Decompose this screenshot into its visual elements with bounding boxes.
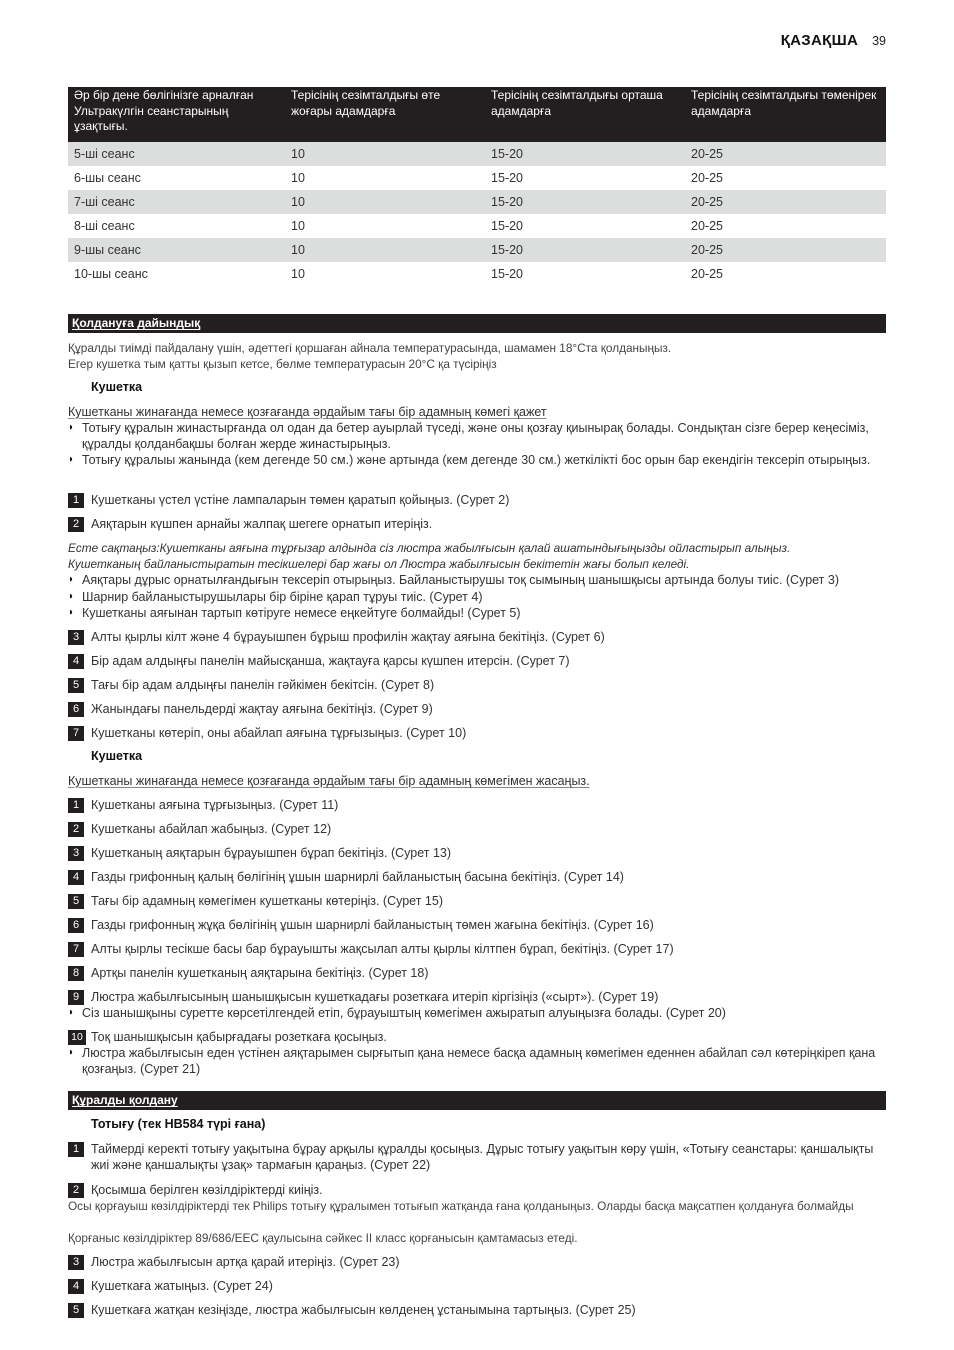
- step-number: 1: [68, 493, 84, 508]
- step-number: 5: [68, 678, 84, 693]
- step-text: Артқы панелін кушетканың аяқтарына бекітіңіз. (Сурет 18): [91, 966, 429, 980]
- step-number: 2: [68, 822, 84, 837]
- assist-note-text: Кушетканы жинағанда немесе қозғағанда әрдайым тағы бір адамның көмегі қажет: [68, 405, 547, 419]
- step-number: 3: [68, 1255, 84, 1270]
- table-cell: 8-ші сеанс: [74, 219, 135, 233]
- table-cell: 20-25: [685, 238, 886, 262]
- step-text: Кушетканы үстел үстіне лампаларын төмен қаратып қойыңыз. (Сурет 2): [91, 493, 510, 507]
- table-cell: 10: [291, 219, 305, 233]
- bullet-icon: ◗: [68, 1047, 75, 1058]
- step-item: [68, 989, 898, 1005]
- step-item: [68, 725, 898, 741]
- subsection-title: Тотығу (тек HB584 түрі ғана): [91, 1117, 266, 1131]
- bullet-text: Аяқтары дұрыс орнатылғандығын тексеріп отырыңыз. Байланыстырушы тоқ сымының шанышқысы артында болуы тиіс. (Сурет 3): [82, 573, 839, 587]
- bullet-item: [68, 605, 898, 621]
- step-item: [68, 653, 898, 669]
- table-cell: 20-25: [685, 190, 886, 214]
- table-cell: 7-ші сеанс: [68, 190, 285, 214]
- step-item: [68, 677, 898, 693]
- table-row: [68, 142, 886, 166]
- step-item: [68, 516, 898, 532]
- step-number: 1: [68, 798, 84, 813]
- page-number: 39: [872, 34, 886, 48]
- table-cell: 15-20: [485, 190, 685, 214]
- step-item: [68, 1254, 898, 1270]
- table-cell: 20-25: [691, 171, 723, 185]
- table-row: [68, 214, 886, 238]
- uv-session-table: [68, 87, 886, 286]
- language-label: ҚАЗАҚША: [780, 32, 859, 49]
- bullet-item: [68, 420, 898, 452]
- bullet-text: Люстра жабылғысын еден үстінен аяқтарымен сырғытып қана немесе басқа адамның көмегімен еденнен абайлап сәл көтеріңкіреп қана қозғаңыз. (Сурет 21): [82, 1046, 876, 1076]
- table-row: [68, 238, 886, 262]
- step-item: [68, 845, 898, 861]
- step-text: Газды грифонның жұқа бөлігінің ұшын шарнирлі байланыстың төмен жағына бекітіңіз. (Сурет 16): [91, 918, 654, 932]
- table-row: [68, 190, 886, 214]
- step-number: 1: [68, 1142, 84, 1157]
- bullet-icon: ◗: [68, 591, 75, 602]
- table-cell: 10: [285, 190, 485, 214]
- table-cell: 9-шы сеанс: [68, 238, 285, 262]
- step-number: 4: [68, 654, 84, 669]
- step-text: Кушетканы көтеріп, оны абайлап аяғына тұрғызыңыз. (Сурет 10): [91, 726, 467, 740]
- bullet-item: [68, 589, 898, 605]
- step-text: Қосымша берілген көзілдіріктерді киіңіз.: [91, 1183, 323, 1197]
- table-header-cell: Терісінің сезімталдығы өте жоғары адамдарға: [285, 87, 485, 142]
- step-text: Аяқтарын күшпен арнайы жалпақ шегеге орнатып итеріңіз.: [91, 517, 433, 531]
- step-item: [68, 1302, 898, 1318]
- bullet-item: [68, 572, 898, 588]
- assist-note-text: Кушетканы жинағанда немесе қозғағанда әрдайым тағы бір адамның көмегімен жасаңыз.: [68, 774, 590, 788]
- bullet-icon: ◗: [68, 422, 75, 433]
- bullet-text: Шарнир байланыстырушылары бір біріне қарап тұруы тиіс. (Сурет 4): [82, 590, 483, 604]
- step-text: Газды грифонның қалың бөлігінің ұшын шарнирлі байланыстың басына бекітіңіз. (Сурет 14): [91, 870, 624, 884]
- step-item: [68, 1141, 898, 1173]
- step-text: Алты қырлы кілт және 4 бұрауышпен бұрыш профилін жақтау аяғына бекітіңіз. (Сурет 6): [91, 630, 605, 644]
- table-cell: 10: [291, 267, 305, 281]
- remember-note: Кушетканың байланыстыратын тесікшелері бар жағы ол Люстра жабылғысын бекітетін жағы болып келеді.: [68, 557, 690, 571]
- step-item: [68, 1182, 898, 1198]
- goggles-note: Осы қорғауыш көзілдіріктерді тек Philips тотығу құралымен тотығып жатқанда ғана қолданыңыз. Оларды басқа мақсатпен қолдануға болмайды: [68, 1199, 854, 1213]
- step-item: [68, 629, 898, 645]
- table-cell: 15-20: [491, 219, 523, 233]
- step-item: [68, 941, 898, 957]
- goggles-note: Қорғаныс көзілдіріктер 89/686/EEC қаулысына сәйкес II класс қорғанысын қамтамасыз етеді.: [68, 1231, 578, 1245]
- step-number: 7: [68, 942, 84, 957]
- step-number: 4: [68, 870, 84, 885]
- section-title: Қолдануға дайындық: [72, 316, 201, 330]
- step-text: Кушеткаға жатқан кезіңізде, люстра жабылғысын көлденең ұстанымына тартыңыз. (Сурет 25): [91, 1303, 636, 1317]
- step-text: Бір адам алдыңғы панелін майысқанша, жақтауға қарсы күшпен итерсін. (Сурет 7): [91, 654, 570, 668]
- table-cell: 10-шы сеанс: [74, 267, 148, 281]
- step-item: [68, 917, 898, 933]
- table-header-cell: Әр бір дене бөлігінізге арналған Ультракүлгін сеанстарының ұзақтығы.: [68, 87, 285, 142]
- intro-line: Егер кушетка тым қатты қызып кетсе, бөлме температурасын 20°C қа түсіріңіз: [68, 357, 497, 371]
- step-item: [68, 893, 898, 909]
- table-cell: 15-20: [491, 171, 523, 185]
- step-text: Таймерді керекті тотығу уақытына бұрау арқылы құралды қосыңыз. Дұрыс тотығу уақытын көру үшін, «Тотығу сеанстары: қаншалықты жиі және қаншалықты ұзақ» тармағын қараңыз. (Сурет 22): [91, 1142, 874, 1172]
- step-item: [68, 965, 898, 981]
- step-number: 8: [68, 966, 84, 981]
- table-row: [68, 262, 886, 286]
- bullet-icon: ◗: [68, 1007, 75, 1018]
- table-cell: 5-ші сеанс: [68, 142, 285, 166]
- step-item: [68, 869, 898, 885]
- step-text: Алты қырлы тесікше басы бар бұрауышты жақсылап алты қырлы кілтпен бұрап, бекітіңіз. (Сурет 17): [91, 942, 674, 956]
- step-number: 5: [68, 894, 84, 909]
- table-header-cell: Терісінің сезімталдығы төменірек адамдарға: [685, 87, 886, 142]
- table-cell: 10: [285, 142, 485, 166]
- step-number: 6: [68, 702, 84, 717]
- step-text: Кушетканы аяғына тұрғызыңыз. (Сурет 11): [91, 798, 339, 812]
- step-item: [68, 797, 898, 813]
- step-number: 10: [68, 1030, 86, 1045]
- step-item: [68, 1278, 898, 1294]
- step-text: Кушетканың аяқтарын бұрауышпен бұрап бекітіңіз. (Сурет 13): [91, 846, 452, 860]
- table-cell: 20-25: [691, 219, 723, 233]
- table-header-cell: Терісінің сезімталдығы орташа адамдарға: [485, 87, 685, 142]
- step-text: Тағы бір адам алдыңғы панелін гәйкімен бекітсін. (Сурет 8): [91, 678, 435, 692]
- assist-note: [68, 404, 547, 420]
- step-text: Жанындағы панельдерді жақтау аяғына бекітіңіз. (Сурет 9): [91, 702, 433, 716]
- subsection-title: Кушетка: [91, 749, 143, 763]
- step-number: 7: [68, 726, 84, 741]
- table-cell: 20-25: [691, 267, 723, 281]
- table-cell: 6-шы сеанс: [74, 171, 141, 185]
- step-item: [68, 701, 898, 717]
- bullet-text: Тотығу құралын жинастырғанда ол одан да бетер ауырлай түседі, және оны қозғау қиынырақ болады. Сондықтан сізге берер кеңесіміз, құралды қолданбақшы болған жерде жинастырыңыз.: [82, 421, 869, 451]
- step-number: 3: [68, 846, 84, 861]
- section-header-usage: [68, 1091, 886, 1110]
- step-number: 5: [68, 1303, 84, 1318]
- section-title: Құралды қолдану: [72, 1093, 178, 1107]
- step-number: 6: [68, 918, 84, 933]
- step-number: 9: [68, 990, 84, 1005]
- step-number: 3: [68, 630, 84, 645]
- bullet-text: Тотығу құралыы жанында (кем дегенде 50 см.) және артында (кем дегенде 30 см.) жеткілікті бос орын бар екендігін тексеріп отырыңыз.: [82, 453, 871, 467]
- table-header-row: [68, 87, 886, 142]
- step-text: Тағы бір адамның көмегімен кушетканы көтеріңіз. (Сурет 15): [91, 894, 443, 908]
- step-item: [68, 821, 898, 837]
- bullet-text: Сіз шанышқыны суретте көрсетілгендей етіп, бұрауыштың көмегімен ажыратып алуыңызға болады. (Сурет 20): [82, 1006, 726, 1020]
- assist-note: [68, 773, 590, 789]
- table-row: [68, 166, 886, 190]
- table-cell: 10: [291, 171, 305, 185]
- bullet-item: [68, 1005, 898, 1021]
- bullet-icon: ◗: [68, 454, 75, 465]
- step-text: Люстра жабылғысының шанышқысын кушеткадағы розеткаға итеріп кіргізіңіз («сырт»). (Сурет 19): [91, 990, 659, 1004]
- step-text: Люстра жабылғысын артқа қарай итеріңіз. (Сурет 23): [91, 1255, 400, 1269]
- table-cell: 15-20: [491, 267, 523, 281]
- step-number: 4: [68, 1279, 84, 1294]
- bullet-item: [68, 452, 898, 468]
- table-cell: 15-20: [485, 238, 685, 262]
- step-item: [68, 1029, 898, 1045]
- bullet-item: [68, 1045, 898, 1077]
- bullet-text: Кушетканы аяғынан тартып көтіруге немесе еңкейтуге болмайды! (Сурет 5): [82, 606, 521, 620]
- step-text: Тоқ шанышқысын қабырғадағы розеткаға қосыңыз.: [91, 1030, 387, 1044]
- step-text: Кушеткаға жатыңыз. (Сурет 24): [91, 1279, 273, 1293]
- step-number: 2: [68, 1183, 84, 1198]
- page-header: [781, 32, 886, 49]
- subsection-title: Кушетка: [91, 380, 143, 394]
- step-item: [68, 492, 898, 508]
- bullet-icon: ◗: [68, 574, 75, 585]
- section-header-preparation: [68, 314, 886, 333]
- table-cell: 15-20: [485, 142, 685, 166]
- step-text: Кушетканы абайлап жабыңыз. (Сурет 12): [91, 822, 332, 836]
- table-cell: 20-25: [685, 142, 886, 166]
- intro-line: Құралды тиімді пайдалану үшін, әдеттегі қоршаған айнала температурасында, шамамен 18°Cта қолданыңыз.: [68, 341, 672, 355]
- bullet-icon: ◗: [68, 607, 75, 618]
- table-cell: 10: [285, 238, 485, 262]
- remember-note: Есте сақтаңыз:Кушетканы аяғына тұрғызар алдында сіз люстра жабылғысын қалай ашатындығыңызды ойластырып алыңыз.: [68, 541, 791, 555]
- step-number: 2: [68, 517, 84, 532]
